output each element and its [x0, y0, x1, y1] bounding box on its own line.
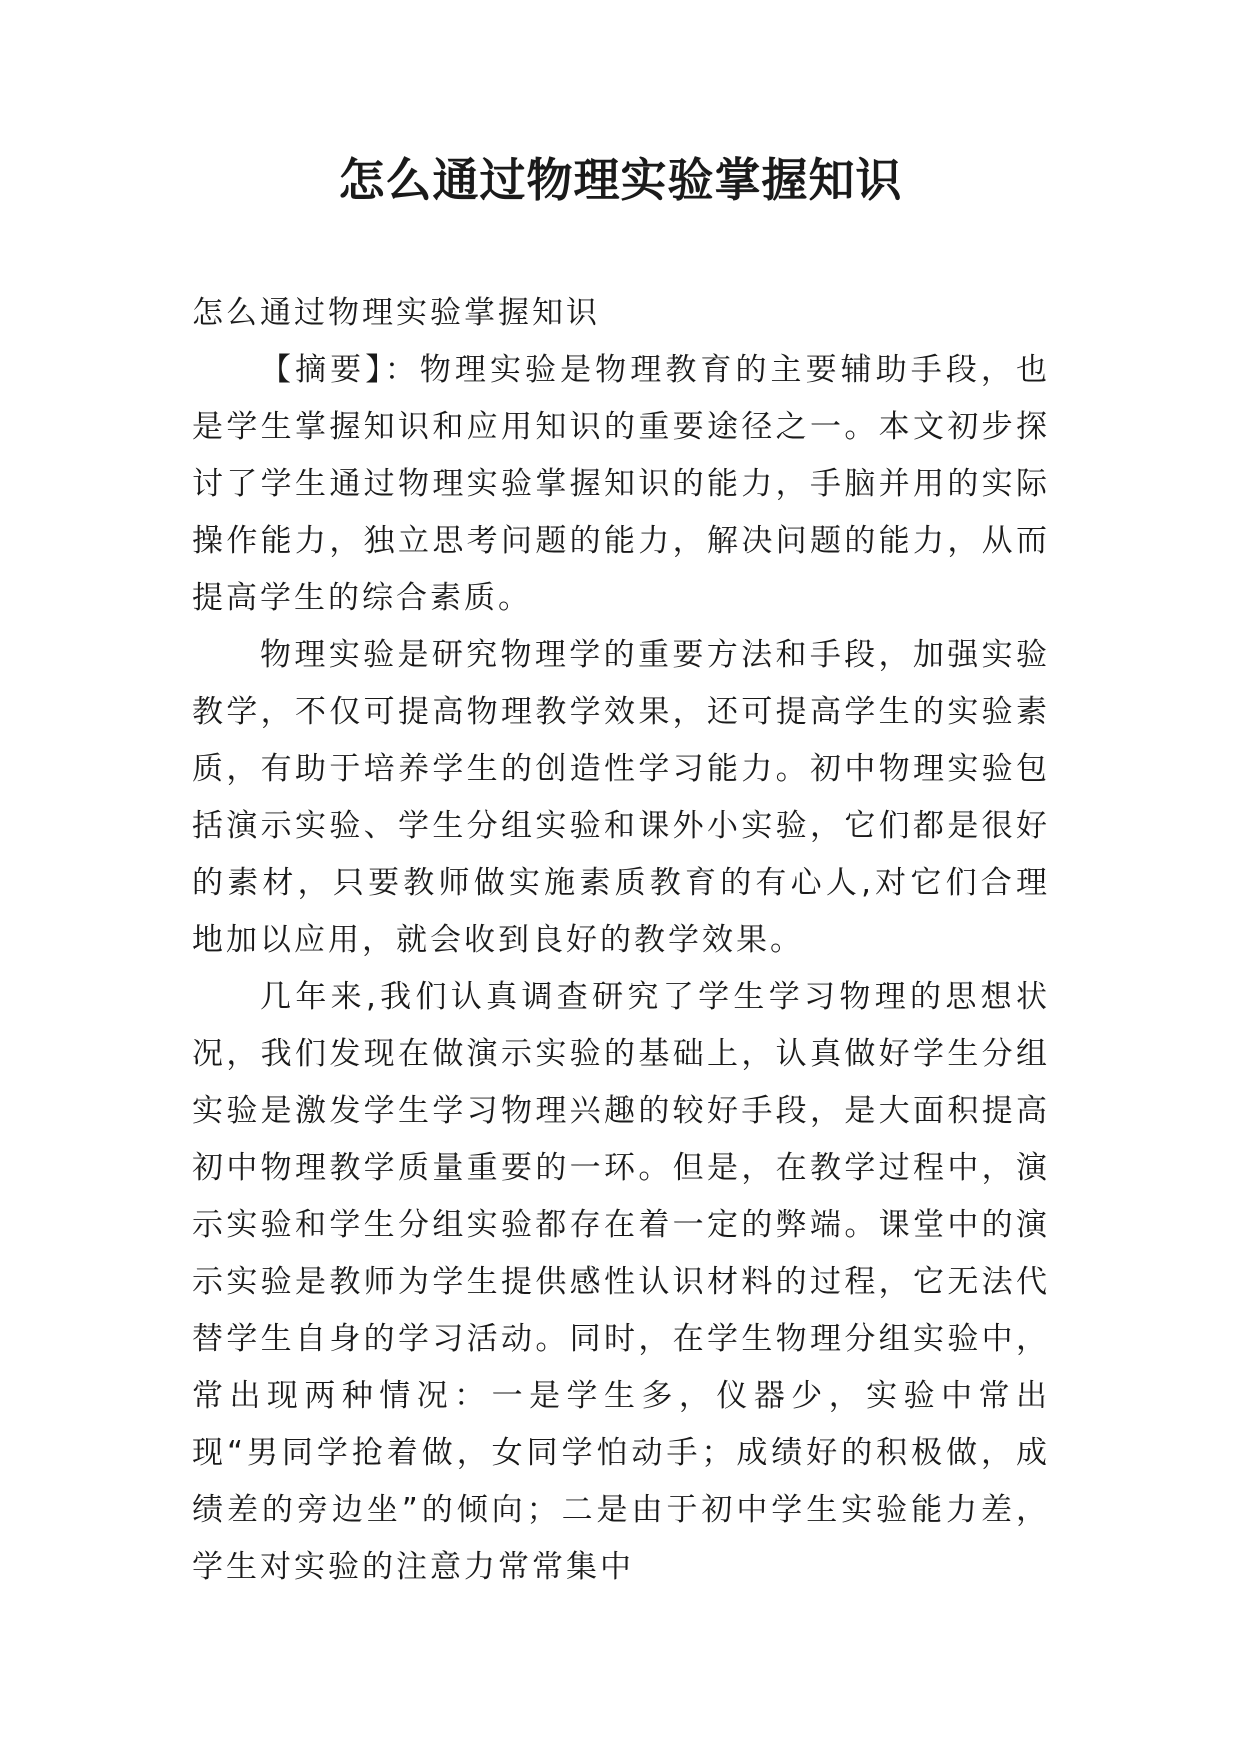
abstract-paragraph: 【摘要】：物理实验是物理教育的主要辅助手段，也是学生掌握知识和应用知识的重要途径之一。本文初步探讨了学生通过物理实验掌握知识的能力，手脑并用的实际操作能力，独立思考问题的能力，解决问题的能力，从而提高学生的综合素质。	[192, 352, 1050, 616]
document-subtitle: 怎么通过物理实验掌握知识	[192, 295, 600, 331]
body-paragraph: 物理实验是研究物理学的重要方法和手段，加强实验教学，不仅可提高物理教学效果，还可提高学生的实验素质，有助于培养学生的创造性学习能力。初中物理实验包括演示实验、学生分组实验和课外小实验，它们都是很好的素材，只要教师做实施素质教育的有心人,对它们合理地加以应用，就会收到良好的教学效果。	[192, 637, 1050, 958]
body-paragraph: 几年来,我们认真调查研究了学生学习物理的思想状况，我们发现在做演示实验的基础上，认真做好学生分组实验是激发学生学习物理兴趣的较好手段，是大面积提高初中物理教学质量重要的一环。但是，在教学过程中，演示实验和学生分组实验都存在着一定的弊端。课堂中的演示实验是教师为学生提供感性认识材料的过程，它无法代替学生自身的学习活动。同时，在学生物理分组实验中，常出现两种情况：一是学生多，仪器少，实验中常出现“男同学抢着做，女同学怕动手；成绩好的积极做，成绩差的旁边坐”的倾向；二是由于初中学生实验能力差，学生对实验的注意力常常集中	[192, 979, 1050, 1585]
document-body	[192, 285, 1050, 1596]
document-title: 怎么通过物理实验掌握知识	[338, 153, 903, 207]
